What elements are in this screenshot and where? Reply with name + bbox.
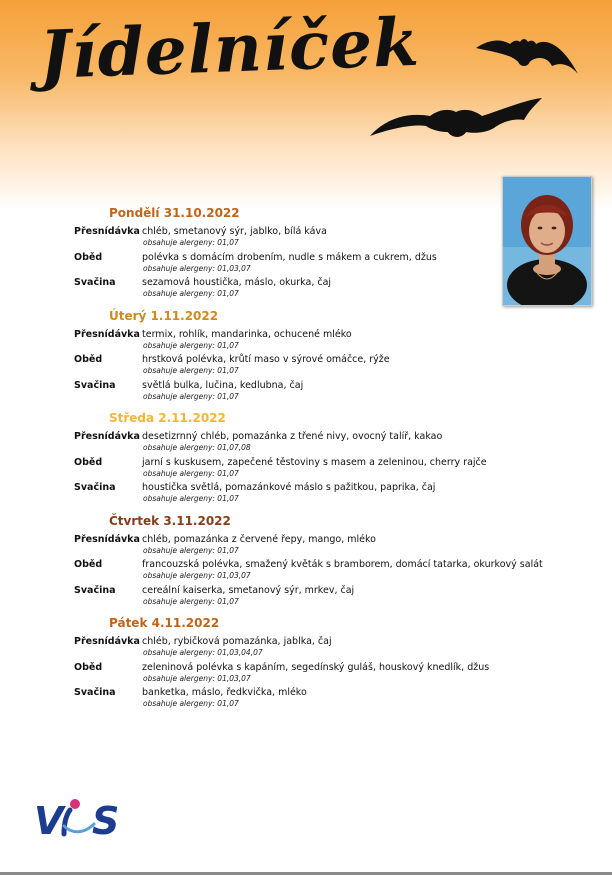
meal-row: [0, 277, 612, 303]
meal-row: [0, 431, 612, 457]
allergens-note: obsahuje alergeny: 01,07: [143, 366, 239, 375]
meal-label: Přesnídávka: [74, 636, 140, 647]
bat-small-icon: [474, 34, 582, 80]
allergens-note: obsahuje alergeny: 01,07: [143, 596, 239, 606]
meal-description: jarní s kuskusem, zapečené těstoviny s masem a zeleninou, cherry rajče: [142, 456, 487, 468]
meal-row: [0, 636, 612, 662]
allergens-note: obsahuje alergeny: 01,03,07: [143, 263, 251, 273]
allergens-note: obsahuje alergeny: 01,03,07: [143, 571, 251, 580]
meal-row: [0, 559, 612, 585]
meal-description: chléb, pomazánka z červené řepy, mango, mléko: [142, 533, 376, 545]
meal-row: [0, 687, 612, 713]
svg-text:V: V: [34, 799, 64, 842]
day-title: Pátek 4.11.2022: [109, 616, 220, 630]
day-title: Středa 2.11.2022: [109, 411, 226, 425]
meal-label: Svačina: [74, 584, 116, 596]
meal-description: chléb, smetanový sýr, jablko, bílá káva: [142, 226, 327, 237]
meal-description: desetizrnný chléb, pomazánka z třené nivy, ovocný talíř, kakao: [142, 431, 443, 442]
meal-description: houstička světlá, pomazánkové máslo s pažitkou, paprika, čaj: [142, 482, 436, 493]
meal-row: [0, 662, 612, 688]
meal-description: sezamová houstička, máslo, okurka, čaj: [142, 277, 332, 288]
meal-row: [0, 226, 612, 252]
meal-label: Svačina: [74, 687, 116, 698]
page-title: Jídelníček: [38, 2, 421, 94]
meal-description: banketka, máslo, ředkvička, mléko: [142, 687, 307, 698]
svg-text:S: S: [92, 799, 120, 842]
allergens-note: obsahuje alergeny: 01,07: [143, 494, 239, 503]
meal-row: [0, 457, 612, 483]
allergens-note: obsahuje alergeny: 01,07: [143, 340, 239, 350]
day-section: [0, 610, 612, 713]
allergens-note: obsahuje alergeny: 01,07: [143, 238, 239, 247]
allergens-note: obsahuje alergeny: 01,03,07: [143, 673, 251, 683]
meal-row: [0, 329, 612, 355]
meal-label: Svačina: [74, 379, 116, 391]
meal-label: Oběd: [74, 559, 103, 570]
meal-description: cereální kaiserka, smetanový sýr, mrkev, čaj: [142, 584, 355, 596]
meal-label: Přesnídávka: [74, 533, 140, 545]
meal-row: [0, 534, 612, 560]
meal-description: francouzská polévka, smažený květák s bramborem, domácí tatarka, okurkový salát: [142, 559, 543, 570]
day-section: [0, 200, 612, 303]
meal-label: Přesnídávka: [74, 328, 140, 340]
day-title: Čtvrtek 3.11.2022: [109, 513, 231, 528]
allergens-note: obsahuje alergeny: 01,07: [143, 699, 239, 708]
meal-label: Přesnídávka: [74, 226, 140, 237]
day-section: [0, 405, 612, 508]
meal-row: [0, 354, 612, 380]
meal-label: Oběd: [74, 661, 103, 673]
meal-label: Oběd: [74, 456, 103, 468]
meal-row: [0, 380, 612, 406]
allergens-note: obsahuje alergeny: 01,07: [143, 391, 239, 401]
meal-row: [0, 252, 612, 278]
meal-row: [0, 482, 612, 508]
menu-days: [0, 200, 612, 713]
allergens-note: obsahuje alergeny: 01,07: [143, 468, 239, 478]
meal-label: Oběd: [74, 354, 103, 365]
day-title: Pondělí 31.10.2022: [109, 206, 240, 220]
meal-description: chléb, rybičková pomazánka, jablka, čaj: [142, 636, 332, 647]
day-title: Úterý 1.11.2022: [109, 308, 219, 323]
meal-description: zeleninová polévka s kapáním, segedínský guláš, houskový knedlík, džus: [142, 661, 490, 673]
day-section: [0, 508, 612, 611]
meal-label: Oběd: [74, 251, 103, 263]
bat-large-icon: [368, 96, 544, 142]
meal-label: Svačina: [74, 277, 116, 288]
meal-description: hrstková polévka, krůtí maso v sýrové omáčce, rýže: [142, 354, 390, 365]
allergens-note: obsahuje alergeny: 01,07: [143, 545, 239, 555]
meal-label: Svačina: [74, 482, 116, 493]
meal-description: termix, rohlík, mandarinka, ochucené mléko: [142, 328, 352, 340]
meal-description: polévka s domácím drobením, nudle s mákem a cukrem, džus: [142, 251, 437, 263]
allergens-note: obsahuje alergeny: 01,03,04,07: [143, 648, 263, 657]
meal-label: Přesnídávka: [74, 431, 140, 442]
vis-logo: [34, 796, 124, 842]
meal-description: světlá bulka, lučina, kedlubna, čaj: [142, 379, 304, 391]
allergens-note: obsahuje alergeny: 01,07: [143, 289, 239, 298]
meal-row: [0, 585, 612, 611]
day-section: [0, 303, 612, 406]
allergens-note: obsahuje alergeny: 01,07,08: [143, 443, 251, 452]
